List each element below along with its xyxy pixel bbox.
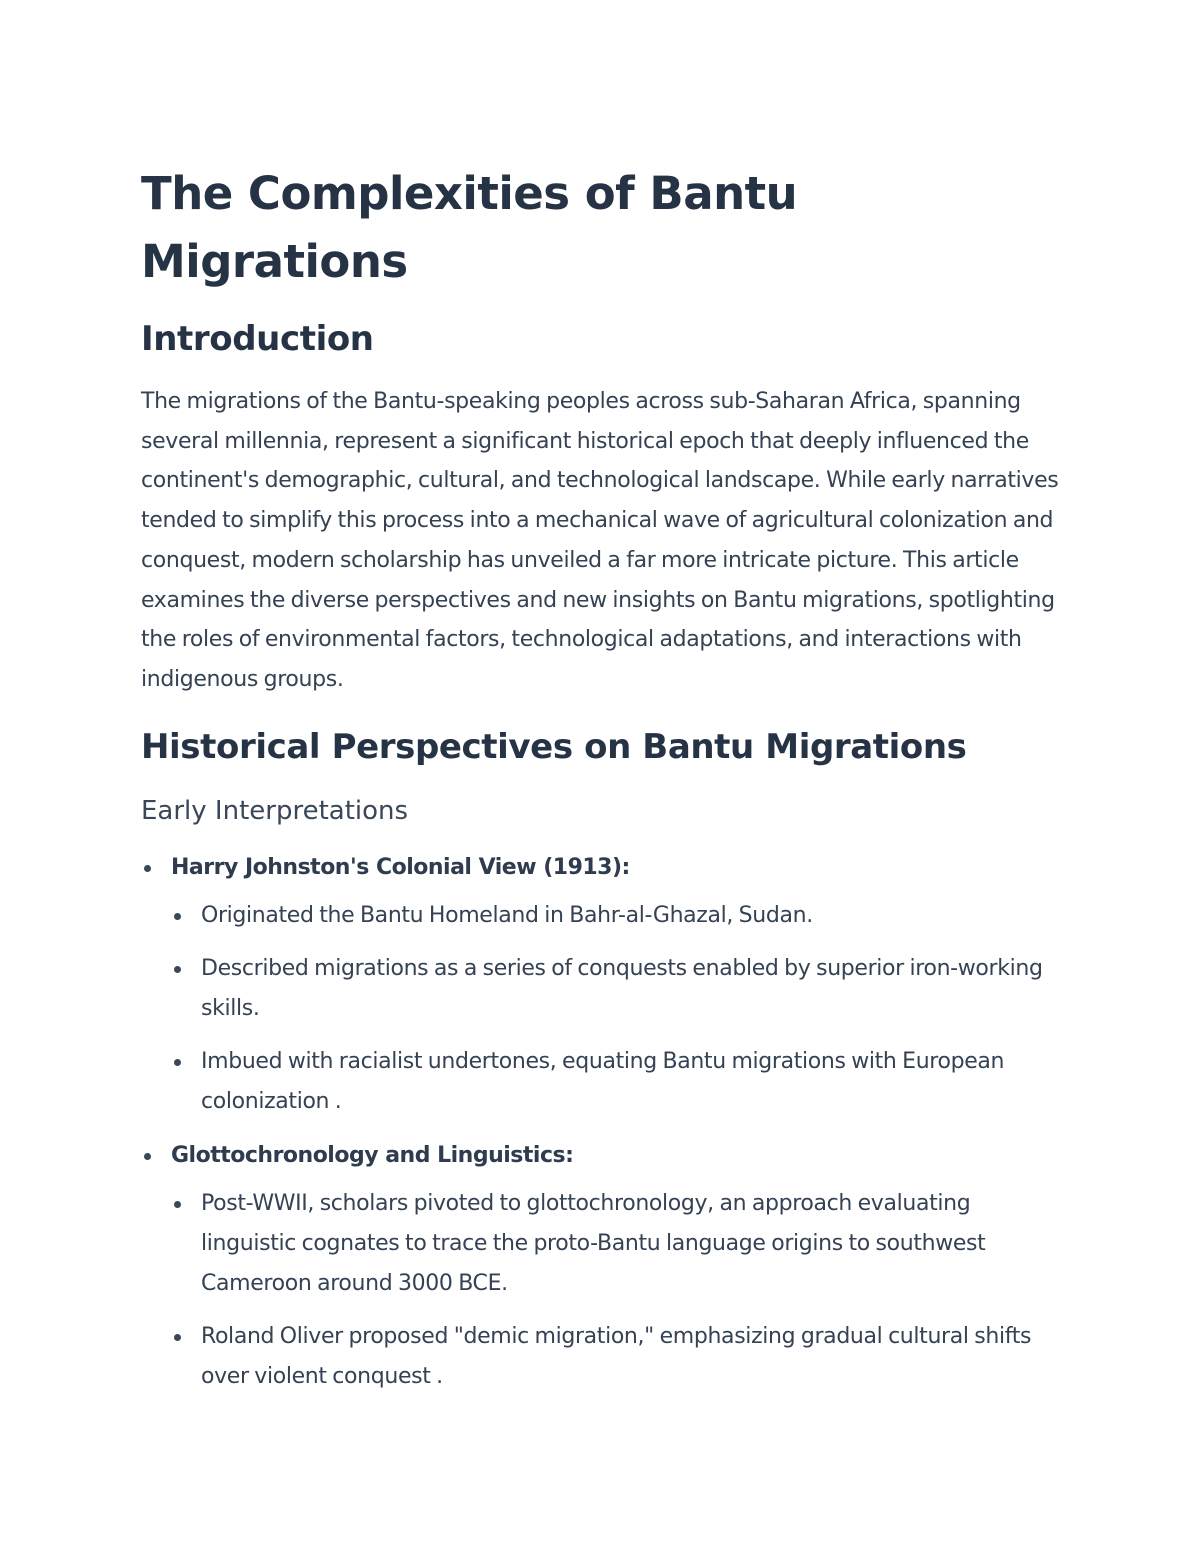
sub-list-item-text: Described migrations as a series of conquests enabled by superior iron-working skills. [201,955,1043,1021]
introduction-paragraph: The migrations of the Bantu-speaking peoples across sub-Saharan Africa, spanning several millennia, represent a significant historical epoch that deeply influenced the continent's demographic, cultural, and technological landscape. While early narratives tended to simplify this process into a mechanical wave of agricultural colonization and conquest, modern scholarship has unveiled a far more intricate picture. This article examines the diverse perspectives and new insights on Bantu migrations, spotlighting the roles of environmental factors, technological adaptations, and interactions with indigenous groups. [141,389,1059,692]
bullet-icon [174,1201,181,1208]
historical-perspectives-heading: Historical Perspectives on Bantu Migrations [141,726,967,767]
sub-list-item [171,949,1061,1029]
list-item [141,848,1061,1122]
list-item [141,1136,1061,1397]
bullet-icon [174,1059,181,1066]
sub-list-item-text: Roland Oliver proposed "demic migration," emphasizing gradual cultural shifts over violent conquest . [201,1323,1032,1389]
early-interpretations-subheading: Early Interpretations [141,795,409,826]
document-title: The Complexities of Bantu Migrations [141,167,798,288]
bullet-icon [174,1334,181,1341]
sub-list-item [171,896,1061,936]
document-page [141,160,1061,1397]
bullet-icon [174,913,181,920]
bullet-icon [144,1153,151,1160]
sub-list [171,1184,1061,1397]
sub-list-item-text: Originated the Bantu Homeland in Bahr-al-Ghazal, Sudan. [201,902,813,928]
bullet-icon [174,966,181,973]
bullet-icon [144,865,151,872]
sub-list-item [171,1184,1061,1304]
sub-list [171,896,1061,1122]
sub-list-item [171,1317,1061,1397]
sub-list-item-text: Imbued with racialist undertones, equating Bantu migrations with European colonization . [201,1048,1005,1114]
sub-list-item-text: Post-WWII, scholars pivoted to glottochronology, an approach evaluating linguistic cognates to trace the proto-Bantu language origins to southwest Cameroon around 3000 BCE. [201,1190,986,1296]
list-item-label: Harry Johnston's Colonial View (1913): [171,854,630,880]
list-item-label: Glottochronology and Linguistics: [171,1142,574,1168]
introduction-heading: Introduction [141,319,374,359]
interpretations-list [141,848,1061,1397]
sub-list-item [171,1042,1061,1122]
